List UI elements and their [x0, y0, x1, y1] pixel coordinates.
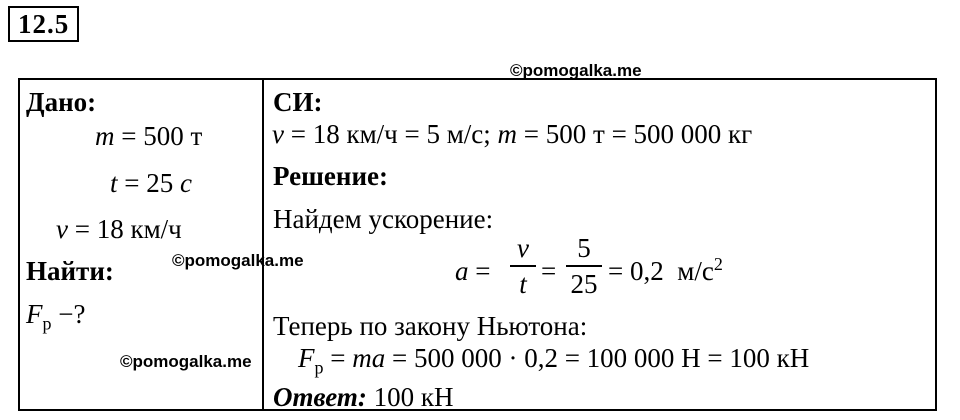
force-equation: $F_р$ = ma = 500 000 · 0,2 = 100 000 Н = 100 кН [298, 343, 810, 378]
watermark-middle: ©pomogalka.me [172, 251, 304, 270]
given-heading: Дано: [26, 87, 97, 117]
step-acceleration: Найдем ускорение: [273, 204, 494, 234]
column-divider [262, 78, 264, 411]
find-heading: Найти: [26, 256, 114, 286]
solution-heading: Решение: [273, 161, 388, 191]
answer-line [273, 381, 453, 413]
fraction-bar [566, 265, 602, 267]
accel-fraction-v-over-t [510, 233, 536, 299]
problem-number: 12.5 [8, 6, 79, 42]
accel-fraction-5-over-25 [566, 233, 602, 299]
watermark-top: ©pomogalka.me [510, 61, 642, 80]
accel-result: = 0,2 $м/с^2$ [608, 254, 723, 286]
fraction-numerator: v [517, 233, 529, 263]
find-item: $F_р$ −? [26, 299, 86, 334]
given-mass: m = 500 т [95, 121, 203, 151]
fraction-numerator: 5 [577, 233, 591, 263]
answer-label: Ответ: [273, 382, 367, 412]
si-heading: СИ: [273, 87, 323, 117]
watermark-bottom: ©pomogalka.me [120, 352, 252, 371]
fraction-bar [510, 265, 536, 267]
si-line: v = 18 км/ч = 5 м/с; m = 500 т = 500 000 кг [272, 119, 753, 149]
given-time: t = 25 с [110, 168, 192, 198]
given-velocity: v = 18 км/ч [56, 214, 182, 244]
accel-lhs: a = [455, 256, 491, 286]
fraction-denominator: t [519, 269, 527, 299]
step-newton: Теперь по закону Ньютона: [273, 311, 588, 341]
fraction-denominator: 25 [570, 269, 598, 299]
equals-sign: = [541, 256, 557, 286]
answer-value: 100 кН [373, 382, 454, 412]
